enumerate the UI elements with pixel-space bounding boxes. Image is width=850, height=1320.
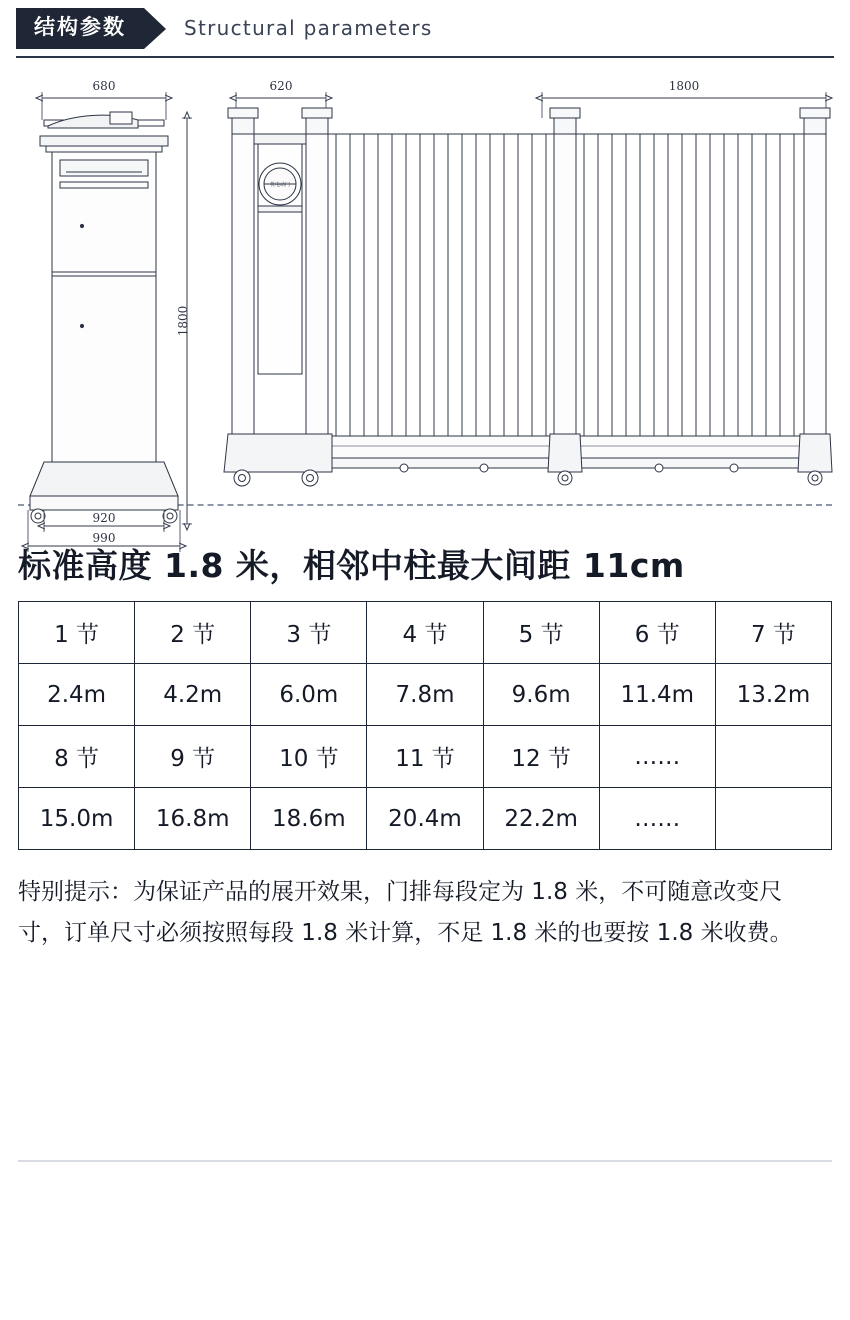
table-cell: …… xyxy=(599,788,715,850)
table-cell: 13.2m xyxy=(715,664,831,726)
table-cell: 6.0m xyxy=(251,664,367,726)
table-cell: 8 节 xyxy=(19,726,135,788)
section-tag: 结构参数 xyxy=(16,8,144,49)
page-header xyxy=(16,0,834,58)
dim-label-920: 920 xyxy=(92,511,116,525)
table-cell: 9.6m xyxy=(483,664,599,726)
table-cell: 11 节 xyxy=(367,726,483,788)
table-cell: 7.8m xyxy=(367,664,483,726)
bottom-divider xyxy=(18,1160,832,1162)
table-cell: 6 节 xyxy=(599,602,715,664)
table-cell: 11.4m xyxy=(599,664,715,726)
dim-label-620: 620 xyxy=(269,79,293,93)
table-cell: 9 节 xyxy=(135,726,251,788)
gate-badge-text: 机电动门 xyxy=(269,182,291,188)
table-row xyxy=(19,788,832,850)
table-cell: 3 节 xyxy=(251,602,367,664)
dim-label-680: 680 xyxy=(92,79,116,93)
table-cell: 12 节 xyxy=(483,726,599,788)
section-tag-english: Structural parameters xyxy=(184,16,433,40)
table-cell: 20.4m xyxy=(367,788,483,850)
special-note: 特别提示：为保证产品的展开效果，门排每段定为 1.8 米，不可随意改变尺寸，订单尺寸必须按照每段 1.8 米计算，不足 1.8 米的也要按 1.8 米收费。 xyxy=(18,879,793,946)
table-cell: 16.8m xyxy=(135,788,251,850)
table-cell: 1 节 xyxy=(19,602,135,664)
table-row xyxy=(19,602,832,664)
table-cell: 4.2m xyxy=(135,664,251,726)
table-cell: 2.4m xyxy=(19,664,135,726)
table-cell: 7 节 xyxy=(715,602,831,664)
tag-arrow-icon xyxy=(144,8,166,49)
dim-label-1800-height: 1800 xyxy=(176,305,190,337)
table-cell: 4 节 xyxy=(367,602,483,664)
dim-label-1800-span: 1800 xyxy=(668,79,700,93)
table-row xyxy=(19,726,832,788)
table-cell: …… xyxy=(599,726,715,788)
table-cell-empty xyxy=(715,726,831,788)
table-cell: 22.2m xyxy=(483,788,599,850)
table-cell-empty xyxy=(715,788,831,850)
spec-table xyxy=(18,601,832,850)
table-cell: 5 节 xyxy=(483,602,599,664)
table-row xyxy=(19,664,832,726)
table-cell: 18.6m xyxy=(251,788,367,850)
table-cell: 2 节 xyxy=(135,602,251,664)
page-title: 标准高度 1.8 米，相邻中柱最大间距 11cm xyxy=(18,546,685,585)
technical-drawing xyxy=(14,76,836,545)
dim-label-990: 990 xyxy=(92,531,116,545)
table-cell: 15.0m xyxy=(19,788,135,850)
table-cell: 10 节 xyxy=(251,726,367,788)
drawing-svg xyxy=(14,76,836,545)
